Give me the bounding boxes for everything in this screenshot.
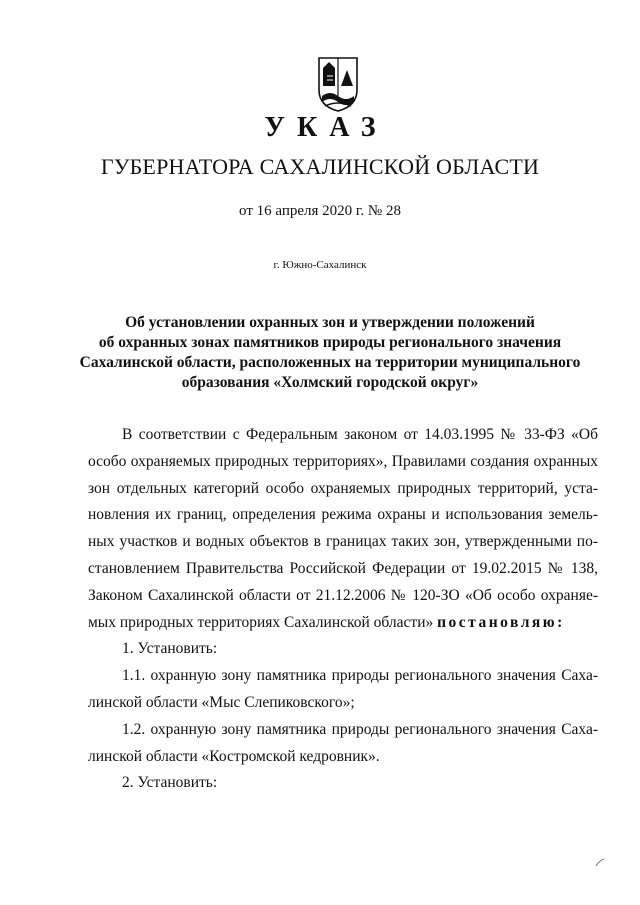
list-item: линской области «Мыс Слепиковского»; [88,693,355,711]
body-line: Законом Сахалинской области от 21.12.2006 № 120-ЗО «Об особо охраняе- [88,586,598,604]
list-item: 1.1. охранную зону памятника природы регионального значения Саха- [122,667,598,685]
body-line: зон отдельных категорий особо охраняемых природных территорий, уста- [88,479,598,497]
heading-line: об охранных зонах памятников природы регионального значения [98,334,562,351]
document-date: от 16 апреля 2020 г. № 28 [239,203,401,219]
list-item: линской области «Костромской кедровник». [88,747,380,765]
body-line: особо охраняемых природных территориях», Правилами создания охранных [88,452,598,470]
heading-line: Сахалинской области, расположенных на территории муниципального [79,354,581,371]
decree-heading [60,313,600,393]
sakhalin-coat-of-arms-icon [317,56,359,112]
decree-word: постановляю: [437,613,565,631]
heading-line: Об установлении охранных зон и утверждении положений [125,314,535,331]
body-line [88,610,598,637]
list-item: 1. Установить: [122,640,218,658]
body-line: новления их границ, определения режима охраны и использования земель- [88,506,598,524]
body-line: ных участков и водных объектов в границах таких зон, утвержденными по- [88,533,598,551]
scan-mark-icon [595,858,605,868]
heading-line: образования «Холмский городской округ» [181,374,479,391]
document-subtitle: ГУБЕРНАТОРА САХАЛИНСКОЙ ОБЛАСТИ [100,154,540,179]
document-city: г. Южно-Сахалинск [273,259,367,271]
list-item: 2. Установить: [122,774,218,792]
list-item: 1.2. охранную зону памятника природы регионального значения Саха- [122,720,598,738]
decree-body [88,422,598,797]
body-line-text: мых природных территориях Сахалинской области» [88,613,434,631]
body-line: становлением Правительства Российской Федерации от 19.02.2015 № 138, [88,559,598,577]
document-title: УКАЗ [264,112,388,143]
body-line: В соответствии с Федеральным законом от 14.03.1995 № 33-ФЗ «Об [122,426,598,443]
